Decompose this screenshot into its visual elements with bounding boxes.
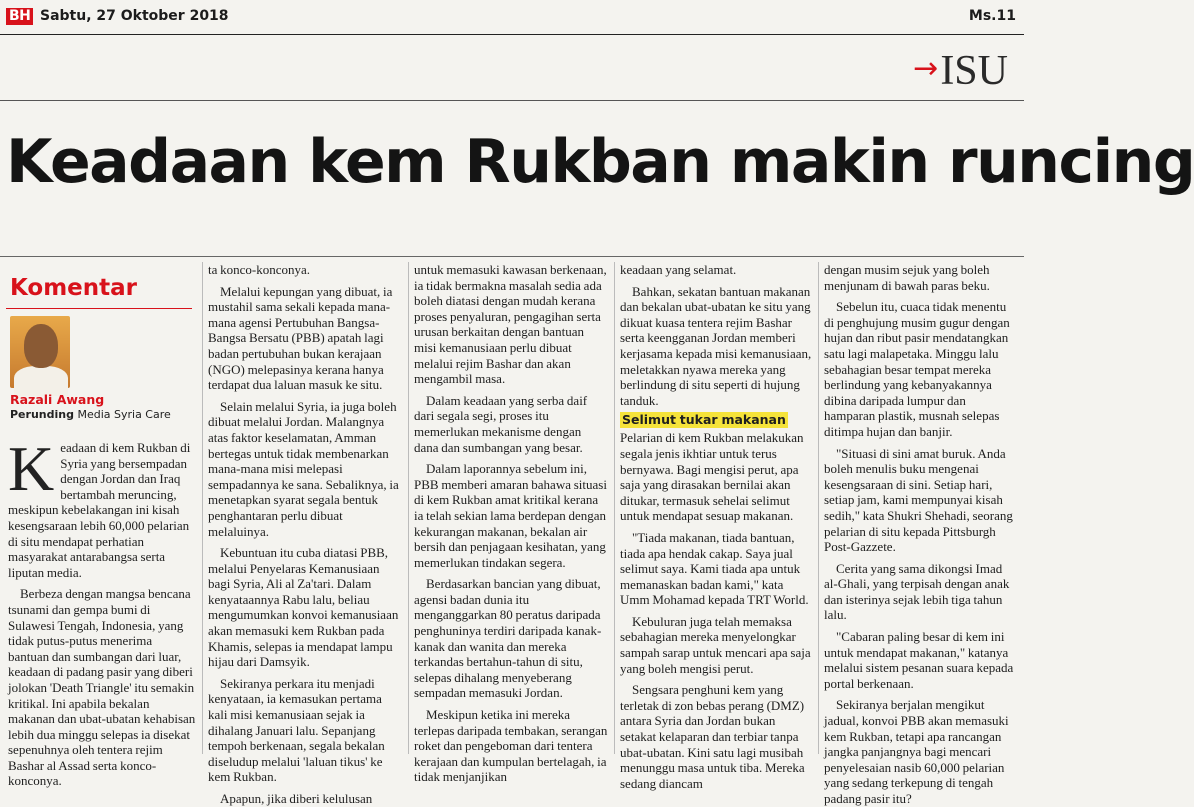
- subheading: [620, 408, 812, 430]
- headline-rule: [0, 256, 1024, 257]
- headline: Keadaan kem Rukban makin runcing: [6, 127, 1194, 197]
- commentary-box: [6, 268, 196, 428]
- author-role: [10, 408, 171, 422]
- article-paragraph: Selain melalui Syria, ia juga boleh dibuat melalui Jordan. Malangnya atas faktor keselamatan, Amman bertegas untuk tidak membenarkan mana-mana misi melepasi sempadannya ke sana. Sebaliknya, ia menetapkan syarat segala bentuk penghantaran perlu dibuat melaluinya.: [208, 398, 399, 539]
- article-paragraph: "Tiada makanan, tiada bantuan, tiada apa hendak cakap. Saya jual selimut saya. Kami tiada apa untuk memanaskan badan kami," kata Umm Mohamad kepada TRT World.: [620, 529, 809, 608]
- article-paragraph: Kebuluran juga telah memaksa sebahagian mereka menyelongkar sampah sarap untuk mencari apa saja yang boleh mengisi perut.: [620, 613, 811, 676]
- article-paragraph: Bahkan, sekatan bantuan makanan dan bekalan ubat-ubatan ke situ yang dikuat kuasa tentera rejim Bashar serta keengganan Jordan memberi kerjasama kepada misi kemanusiaan, meletakkan nyawa mereka yang berlindung di situ seperti di hujung tanduk.: [620, 283, 812, 408]
- article-paragraph: Meskipun ketika ini mereka terlepas daripada tembakan, serangan roket dan pengeboman dari tentera kerajaan dan kumpulan bertelagah, ia tidak menjanjikan: [414, 707, 608, 785]
- page-header: [0, 0, 1024, 35]
- article-paragraph: ta konco-konconya.: [208, 262, 311, 277]
- article-paragraph: dengan musim sejuk yang boleh menjunam di bawah paras beku.: [824, 262, 990, 293]
- subheading-text: Selimut tukar makanan: [622, 412, 786, 428]
- bh-logo: BH: [6, 8, 33, 25]
- page-number: Ms.11: [968, 8, 1016, 24]
- column-divider: [408, 262, 409, 754]
- article-paragraph: "Situasi di sini amat buruk. Anda boleh menulis buku mengenai kesengsaraan di sini. Setiap hari, setiap jam, kami mempunyai kisah sedih," kata Shukri Shehadi, seorang pelarian di situ kepada Pittsburgh Post-Gazzete.: [824, 445, 1013, 555]
- article-paragraph: Sebelun itu, cuaca tidak menentu di penghujung musim gugur dengan hujan dan ribut pasir mendatangkan satu lagi malapetaka. Minggu lalu sebahagian besar tempat mereka berlindung yang kebanyakannya dibina daripada lumpur dan hamparan plastik, musnah selepas ditimpa hujan dan banjir.: [824, 299, 1010, 439]
- article-column-3: [414, 262, 608, 785]
- author-role-title: Perunding: [10, 408, 74, 421]
- article-column-4: [620, 262, 812, 791]
- article-paragraph: Berbeza dengan mangsa bencana tsunami dan gempa bumi di Sulawesi Tengah, Indonesia, yang tidak putus-putus menerima bantuan dan sumbangan dari luar, keadaan di padang pasir yang diberi jolokan 'Death Triangle' itu semakin kritikal. Ini apabila bekalan makanan dan ubat-ubatan kehabisan lebih dua minggu selepas ia disekat sepenuhnya oleh tentera rejim Bashar al Assad serta konco-konconya.: [8, 586, 196, 789]
- issue-date: Sabtu, 27 Oktober 2018: [40, 8, 229, 24]
- article-paragraph: untuk memasuki kawasan berkenaan, ia tidak bermakna masalah sedia ada boleh diatasi dengan mudah kerana proses penyaluran, pengagihan serta urusan berkaitan dengan bantuan misi kemanusiaan perlu dibuat melalui rejim Bashar dan akan mengambil masa.: [414, 262, 607, 387]
- column-divider: [202, 262, 203, 754]
- article-paragraph: Sekiranya berjalan mengikut jadual, konvoi PBB akan memasuki kem Rukban, tetapi apa rancangan jangka panjangnya bagi mencari penyelesaian nasib 60,000 pelarian yang sedang terkepung di tengah padang pasir itu?: [824, 697, 1009, 806]
- article-paragraph: Sengsara penghuni kem yang terletak di zon bebas perang (DMZ) antara Syria dan Jordan bukan setakat kelaparan dan terbiar tanpa ubat-ubatan. Kini satu lagi musibah menunggu masa untuk tiba. Mereka sedang diancam: [620, 682, 805, 791]
- article-column-2: [208, 262, 402, 807]
- column-divider: [818, 262, 819, 754]
- article-column-5: [824, 262, 1018, 807]
- article-paragraph: Dalam keadaan yang serba daif dari segala segi, proses itu memerlukan mekanisme dengan dana dan sumbangan yang besar.: [414, 392, 588, 455]
- column-divider: [614, 262, 615, 754]
- arrow-right-icon: →: [913, 51, 939, 86]
- author-name: Razali Awang: [10, 392, 105, 407]
- article-paragraph: "Cabaran paling besar di kem ini untuk mendapat makanan," katanya melalui sistem pesanan suara kepada portal berkenaan.: [824, 629, 1014, 691]
- article-paragraph: Cerita yang sama dikongsi Imad al-Ghali, yang terpisah dengan anak dan isterinya sejak lebih tiga tahun lalu.: [824, 560, 1010, 623]
- article-paragraph: Dalam laporannya sebelum ini, PBB memberi amaran bahawa situasi di kem Rukban amat kritikal kerana ia telah sekian lama berdepan dengan kekurangan makanan, bekalan air bersih dan penjagaan kesihatan, yang memerlukan tindakan segera.: [414, 461, 607, 570]
- author-photo: [10, 316, 70, 388]
- section-rule: [0, 100, 1024, 101]
- author-role-org: Media Syria Care: [77, 408, 171, 421]
- article-paragraph: Melalui kepungan yang dibuat, ia mustahil sama sekali kepada mana-mana agensi Pertubuhan Bangsa-Bangsa Bersatu (PBB) apatah lagi badan pertubuhan bukan kerajaan (NGO) melepasinya kerana hanya terdapat dua laluan masuk ke situ.: [208, 283, 393, 393]
- article-paragraph: keadaan yang selamat.: [620, 262, 737, 277]
- section-name: ISU: [940, 48, 1008, 94]
- article-paragraph: Keadaan di kem Rukban di Syria yang bersempadan dengan Jordan dan Iraq bertambah meruncing, meskipun kebelakangan ini kisah kesengsaraan lebih 60,000 pelarian di situ mendapat perhatian masyarakat antarabangsa serta liputan media.: [8, 433, 191, 580]
- commentary-title: Komentar: [10, 275, 138, 301]
- drop-cap: K: [8, 433, 55, 504]
- article-paragraph: Pelarian di kem Rukban melakukan segala jenis ikhtiar untuk terus bernyawa. Bagi mengisi perut, apa saja yang dirasakan bernilai akan ditukar, termasuk sehelai selimut untuk mendapat sesuap makanan.: [620, 430, 804, 524]
- commentary-rule: [6, 308, 192, 309]
- article-paragraph: Berdasarkan bancian yang dibuat, agensi badan dunia itu menganggarkan 80 peratus daripada penghuninya terdiri daripada kanak-kanak dan wanita dan mereka terkandas bertahun-tahun di situ, selepas dihalang menyeberang sempadan memasuki Jordan.: [414, 576, 602, 701]
- article-paragraph: Apapun, jika diberi kelulusan: [220, 791, 373, 806]
- article-column-1: [8, 433, 196, 789]
- article-paragraph: Kebuntuan itu cuba diatasi PBB, melalui Penyelaras Kemanusiaan bagi Syria, Ali al Za'tari. Dalam kenyataannya Rabu lalu, beliau mengumumkan konvoi kemanusiaan akan memasuki kem Rukban pada Khamis, selepas ia mendapat lampu hijau dari Damsyik.: [208, 545, 399, 670]
- section-label: [913, 46, 1008, 94]
- article-paragraph: Sekiranya perkara itu menjadi kenyataan, ia kemasukan pertama kali misi kemanusiaan sejak ia dihalang Januari lalu. Sepanjang tempoh berkenaan, segala bekalan diseludup melalui 'laluan tikus' ke kem Rukban.: [208, 675, 385, 785]
